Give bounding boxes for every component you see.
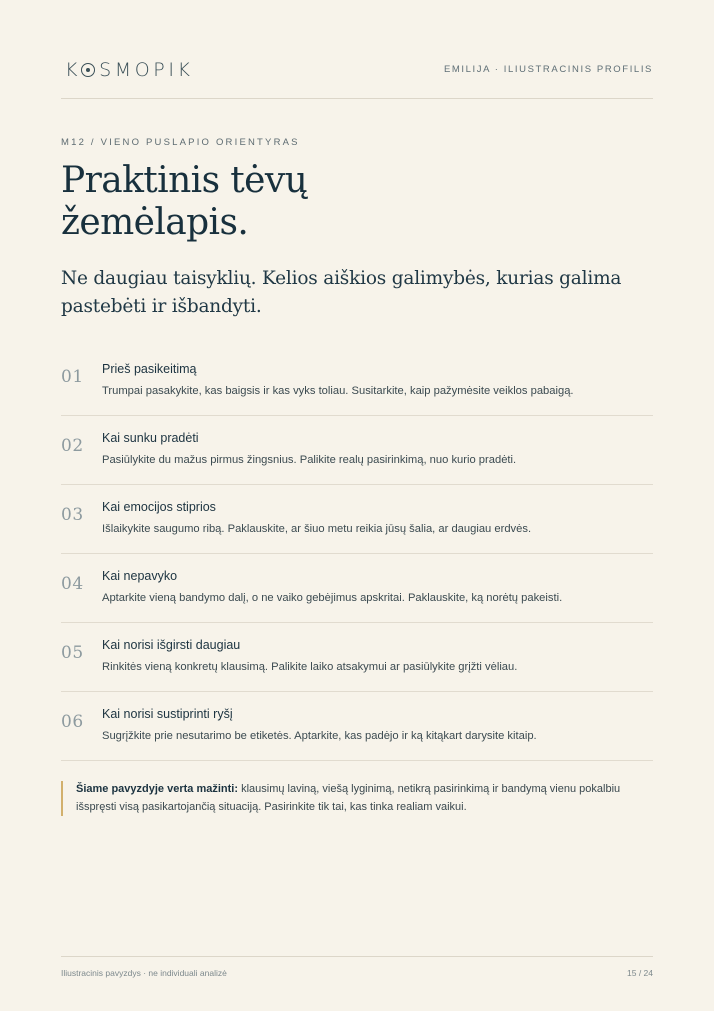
item-number: 06 (61, 712, 84, 732)
brand-logo (65, 59, 194, 81)
page-title: Praktinis tėvų žemėlapis. (61, 160, 308, 243)
item-title: Prieš pasikeitimą (102, 362, 197, 376)
item-description: Išlaikykite saugumo ribą. Paklauskite, ar šiuo metu reikia jūsų šalia, ar daugiau erdvės. (102, 523, 532, 535)
item-description: Aptarkite vieną bandymo dalį, o ne vaiko gebėjimus apskritai. Paklauskite, ką norėtų pakeisti. (102, 592, 563, 604)
callout-note (61, 781, 656, 816)
list-item (61, 485, 653, 554)
item-number: 02 (61, 436, 84, 456)
item-description: Pasiūlykite du mažus pirmus žingsnius. Palikite realų pasirinkimą, nuo kurio pradėti. (102, 454, 517, 466)
logo-letter-k: K (65, 59, 82, 81)
page-subtitle: Ne daugiau taisyklių. Kelios aiškios galimybės, kurias galima pastebėti ir išbandyti. (61, 268, 622, 317)
note-text: klausimų laviną, viešą lyginimą, netikrą pasirinkimą ir bandymą vienu pokalbiu išspręsti visą pasikartojančią situaciją. Pasirinkite tik tai, kas tinka realiam vaikui. (76, 783, 621, 813)
footer-divider (61, 956, 653, 957)
situation-list (61, 347, 653, 761)
item-number: 04 (61, 574, 84, 594)
list-item (61, 554, 653, 623)
header-divider (61, 98, 653, 99)
item-number: 05 (61, 643, 84, 663)
note-label: Šiame pavyzdyje verta mažinti: (76, 783, 239, 795)
profile-label: EMILIJA · ILIUSTRACINIS PROFILIS (443, 64, 653, 75)
list-item (61, 623, 653, 692)
section-eyebrow: M12 / VIENO PUSLAPIO ORIENTYRAS (61, 137, 300, 148)
item-number: 01 (61, 367, 84, 387)
item-title: Kai nepavyko (102, 569, 178, 583)
item-description: Trumpai pasakykite, kas baigsis ir kas vyks toliau. Susitarkite, kaip pažymėsite veiklos pabaigą. (102, 385, 574, 397)
footer-disclaimer: Iliustracinis pavyzdys · ne individuali analizė (61, 968, 227, 978)
page-header (61, 57, 653, 83)
item-title: Kai norisi sustiprinti ryšį (102, 707, 233, 721)
item-title: Kai emocijos stiprios (102, 500, 216, 514)
list-item (61, 347, 653, 416)
item-title: Kai sunku pradėti (102, 431, 199, 445)
page (61, 0, 653, 1011)
page-number: 15 / 24 (627, 968, 653, 978)
list-item (61, 416, 653, 485)
logo-wordmark: SMOPIK (99, 59, 194, 81)
item-description: Rinkitės vieną konkretų klausimą. Palikite laiko atsakymui ar pasiūlykite grįžti vėliau. (102, 661, 518, 673)
logo-o-icon (81, 63, 95, 77)
list-item (61, 692, 653, 761)
item-number: 03 (61, 505, 84, 525)
item-title: Kai norisi išgirsti daugiau (102, 638, 241, 652)
item-description: Sugrįžkite prie nesutarimo be etiketės. Aptarkite, kas padėjo ir ką kitąkart darysite kitaip. (102, 730, 537, 742)
